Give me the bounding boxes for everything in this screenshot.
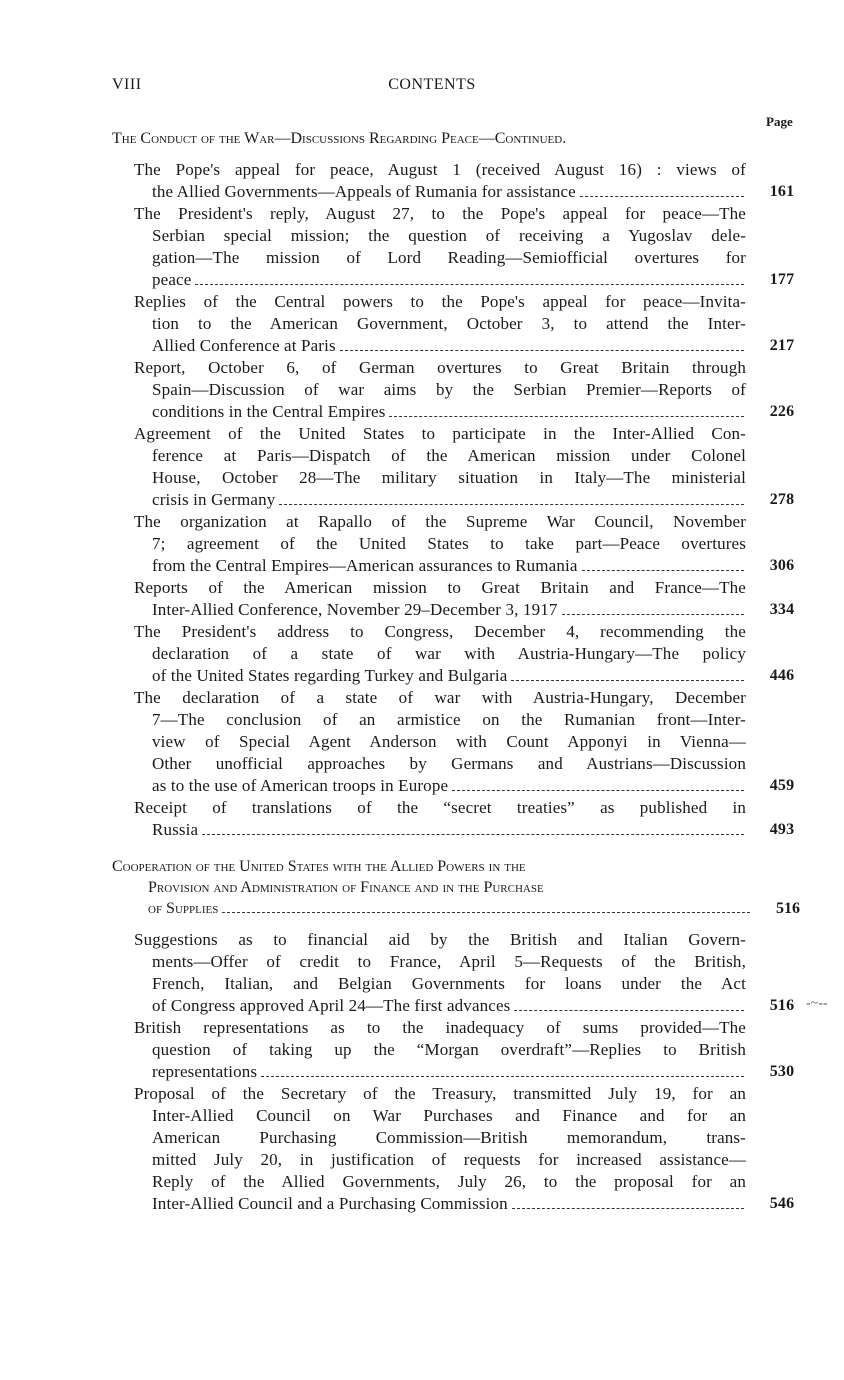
toc-entry-line: 7; agreement of the United States to take part—Peace overtures bbox=[152, 534, 746, 553]
toc-entry-line: Spain—Discussion of war aims by the Serbian Premier—Reports of bbox=[152, 380, 746, 399]
toc-entry-line: tion to the American Government, October 3, to attend the Inter- bbox=[152, 314, 746, 333]
toc-entry-line: Proposal of the Secretary of the Treasury, transmitted July 19, for an bbox=[134, 1084, 746, 1103]
dot-leader bbox=[389, 416, 744, 417]
toc-page-number: 546 bbox=[769, 1195, 795, 1212]
toc-page-number: 226 bbox=[769, 403, 795, 420]
entry-list bbox=[112, 929, 802, 1215]
toc-entry-line: Allied Conference at Paris bbox=[134, 335, 746, 357]
toc-entry-line: Inter-Allied Council and a Purchasing Commission bbox=[134, 1193, 746, 1215]
section-heading-line: The Conduct of the War—Discussions Regarding Peace—Continued. bbox=[112, 130, 567, 147]
toc-entry-line: the Allied Governments—Appeals of Rumania for assistance bbox=[134, 181, 746, 203]
running-title: CONTENTS bbox=[388, 76, 476, 93]
toc-entry[interactable] bbox=[134, 1017, 795, 1083]
toc-entry-line: as to the use of American troops in Europe bbox=[134, 775, 746, 797]
toc-entry[interactable] bbox=[134, 511, 795, 577]
toc-page-number: 177 bbox=[769, 271, 795, 288]
toc-section bbox=[112, 856, 802, 1215]
dot-leader bbox=[562, 614, 744, 615]
toc-entry-line: Replies of the Central powers to the Pope's appeal for peace—Invita- bbox=[134, 292, 746, 311]
toc-entry-line: American Purchasing Commission—British memorandum, trans- bbox=[152, 1128, 746, 1147]
toc-entry-line: The President's reply, August 27, to the Pope's appeal for peace—The bbox=[134, 204, 746, 223]
toc-entry-line: Report, October 6, of German overtures to Great Britain through bbox=[134, 358, 746, 377]
toc-entry-line: Suggestions as to financial aid by the British and Italian Govern- bbox=[134, 930, 746, 949]
toc-entry-line: Russia bbox=[134, 819, 746, 841]
section-heading-line: Provision and Administration of Finance and in the Purchase bbox=[148, 879, 544, 896]
toc-page-number: 446 bbox=[769, 667, 795, 684]
toc-entry-line: Reply of the Allied Governments, July 26, to the proposal for an bbox=[152, 1172, 746, 1191]
toc-entry-line: crisis in Germany bbox=[134, 489, 746, 511]
toc-page-number: 459 bbox=[769, 777, 795, 794]
section-heading bbox=[112, 856, 800, 919]
dot-leader bbox=[511, 680, 744, 681]
toc-entry[interactable] bbox=[134, 687, 795, 797]
toc-entry-line: Inter-Allied Conference, November 29–December 3, 1917 bbox=[134, 599, 746, 621]
dot-leader bbox=[202, 834, 744, 835]
running-head bbox=[112, 76, 752, 96]
toc-entry-line: The organization at Rapallo of the Supreme War Council, November bbox=[134, 512, 746, 531]
entry-list bbox=[112, 159, 802, 841]
toc-page-number: 217 bbox=[769, 337, 795, 354]
toc-entry-line: The Pope's appeal for peace, August 1 (received August 16) : views of bbox=[134, 160, 746, 179]
toc-entry-line: Reports of the American mission to Great Britain and France—The bbox=[134, 578, 746, 597]
toc-entry-line: gation—The mission of Lord Reading—Semiofficial overtures for bbox=[152, 248, 746, 267]
toc-entry-line: of Congress approved April 24—The first advances bbox=[134, 995, 746, 1017]
toc-page-number: 530 bbox=[769, 1063, 795, 1080]
dot-leader bbox=[279, 504, 744, 505]
toc-entry-line: question of taking up the “Morgan overdraft”—Replies to British bbox=[152, 1040, 746, 1059]
toc-page-number: 516 bbox=[769, 997, 795, 1014]
dot-leader bbox=[514, 1010, 744, 1011]
toc-entry-line: peace bbox=[134, 269, 746, 291]
dot-leader bbox=[512, 1208, 744, 1209]
toc-entry[interactable] bbox=[134, 291, 795, 357]
toc-entry[interactable] bbox=[134, 357, 795, 423]
toc-entry-line: Inter-Allied Council on War Purchases and Finance and for an bbox=[152, 1106, 746, 1125]
toc-entry-line: declaration of a state of war with Austria-Hungary—The policy bbox=[152, 644, 746, 663]
toc-entry[interactable] bbox=[134, 423, 795, 511]
toc-entry-line: representations bbox=[134, 1061, 746, 1083]
toc-entry-line: The declaration of a state of war with Austria-Hungary, December bbox=[134, 688, 746, 707]
toc-page-number: 334 bbox=[769, 601, 795, 618]
dot-leader bbox=[261, 1076, 744, 1077]
page-column-label: Page bbox=[766, 114, 793, 129]
toc-entry-line: French, Italian, and Belgian Governments for loans under the Act bbox=[152, 974, 746, 993]
toc-page-number: 306 bbox=[769, 557, 795, 574]
dot-leader bbox=[340, 350, 744, 351]
toc-entry-line: Other unofficial approaches by Germans and Austrians—Discussion bbox=[152, 754, 746, 773]
dot-leader bbox=[195, 284, 744, 285]
section-page-number: 516 bbox=[776, 900, 800, 917]
dot-leader bbox=[582, 570, 744, 571]
toc-page-number: 493 bbox=[769, 821, 795, 838]
toc-entry-line: mitted July 20, in justification of requests for increased assistance— bbox=[152, 1150, 746, 1169]
dot-leader bbox=[580, 196, 744, 197]
toc-entry-line: Agreement of the United States to participate in the Inter-Allied Con- bbox=[134, 424, 746, 443]
toc-entry-line: ference at Paris—Dispatch of the American mission under Colonel bbox=[152, 446, 746, 465]
dot-leader bbox=[452, 790, 744, 791]
toc-entry[interactable] bbox=[134, 929, 795, 1017]
toc-section bbox=[112, 128, 802, 841]
section-heading-line: Cooperation of the United States with the Allied Powers in the bbox=[112, 858, 526, 875]
toc-entry-line: The President's address to Congress, December 4, recommending the bbox=[134, 622, 746, 641]
margin-mark: ‐~‐‐ bbox=[806, 996, 828, 1011]
toc-entry-line: from the Central Empires—American assurances to Rumania bbox=[134, 555, 746, 577]
toc-entry[interactable] bbox=[134, 797, 795, 841]
section-heading bbox=[112, 128, 752, 149]
dot-leader bbox=[222, 912, 750, 913]
toc-entry-line: 7—The conclusion of an armistice on the Rumanian front—Inter- bbox=[152, 710, 746, 729]
section-heading-line bbox=[112, 898, 800, 919]
toc-entry-line: Serbian special mission; the question of receiving a Yugoslav dele- bbox=[152, 226, 746, 245]
toc-entry-line: of the United States regarding Turkey and Bulgaria bbox=[134, 665, 746, 687]
toc-entry-line: ments—Offer of credit to France, April 5—Requests of the British, bbox=[152, 952, 746, 971]
toc-entry-line: view of Special Agent Anderson with Count Apponyi in Vienna— bbox=[152, 732, 746, 751]
toc-entry-line: House, October 28—The military situation in Italy—The ministerial bbox=[152, 468, 746, 487]
toc-entry[interactable] bbox=[134, 203, 795, 291]
toc-entry[interactable] bbox=[134, 577, 795, 621]
toc-entry-line: British representations as to the inadequacy of sums provided—The bbox=[134, 1018, 746, 1037]
toc-entry[interactable] bbox=[134, 1083, 795, 1215]
toc-page-number: 278 bbox=[769, 491, 795, 508]
section-heading-text: of Supplies bbox=[148, 900, 219, 917]
toc-entry[interactable] bbox=[134, 159, 795, 203]
toc-entry[interactable] bbox=[134, 621, 795, 687]
toc-entry-line: Receipt of translations of the “secret treaties” as published in bbox=[134, 798, 746, 817]
toc-page-number: 161 bbox=[769, 183, 795, 200]
toc-entry-line: conditions in the Central Empires bbox=[134, 401, 746, 423]
folio: VIII bbox=[112, 76, 142, 93]
